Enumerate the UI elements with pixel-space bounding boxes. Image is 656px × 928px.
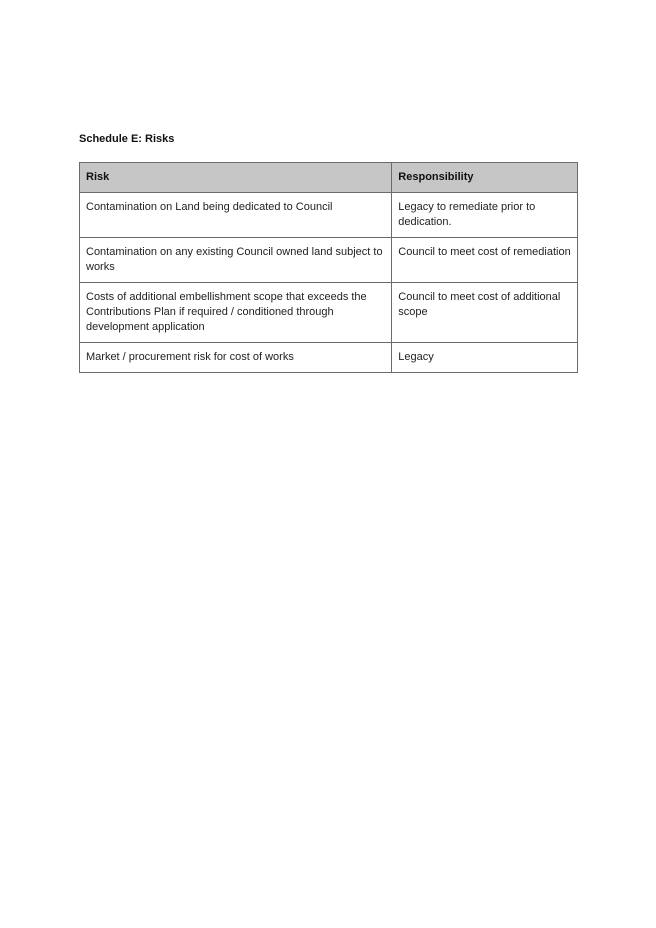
risks-table (79, 162, 578, 373)
header-responsibility: Responsibility (392, 163, 578, 193)
responsibility-cell: Legacy to remediate prior to dedication. (392, 193, 578, 238)
table-row (80, 343, 578, 373)
responsibility-cell: Council to meet cost of remediation (392, 238, 578, 283)
table-row (80, 238, 578, 283)
risk-cell: Costs of additional embellishment scope that exceeds the Contributions Plan if required / conditioned through development application (80, 283, 392, 343)
table-row (80, 193, 578, 238)
risk-cell: Contamination on Land being dedicated to Council (80, 193, 392, 238)
risk-cell: Contamination on any existing Council owned land subject to works (80, 238, 392, 283)
table-row (80, 283, 578, 343)
schedule-heading: Schedule E: Risks (79, 133, 175, 145)
header-risk: Risk (80, 163, 392, 193)
responsibility-cell: Legacy (392, 343, 578, 373)
responsibility-cell: Council to meet cost of additional scope (392, 283, 578, 343)
table-header-row (80, 163, 578, 193)
risk-cell: Market / procurement risk for cost of works (80, 343, 392, 373)
